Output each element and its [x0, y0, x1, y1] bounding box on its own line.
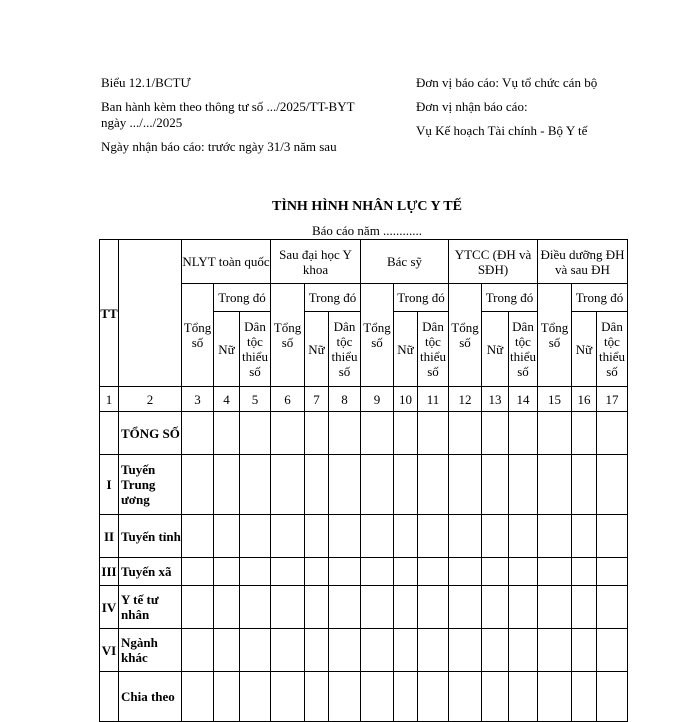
data-cell[interactable] — [538, 515, 572, 558]
receive-date: Ngày nhận báo cáo: trước ngày 31/3 năm sau — [101, 139, 337, 154]
col-female: Nữ — [214, 312, 240, 387]
data-cell[interactable] — [482, 558, 509, 586]
data-cell[interactable] — [538, 412, 572, 455]
label-header — [119, 240, 182, 387]
table-row — [100, 558, 628, 586]
row-label: Tuyến Trung ương — [119, 455, 182, 515]
data-cell[interactable] — [214, 455, 240, 515]
data-cell[interactable] — [361, 412, 394, 455]
data-cell[interactable] — [482, 629, 509, 672]
row-index — [100, 672, 119, 722]
data-cell[interactable] — [240, 412, 271, 455]
data-cell[interactable] — [214, 515, 240, 558]
data-cell[interactable] — [449, 455, 482, 515]
data-cell[interactable] — [240, 515, 271, 558]
data-cell[interactable] — [538, 586, 572, 629]
data-cell[interactable] — [240, 629, 271, 672]
row-index: II — [100, 515, 119, 558]
data-cell[interactable] — [509, 629, 538, 672]
data-cell[interactable] — [305, 672, 329, 722]
col-ethnic-minority: Dân tộc thiểu số — [597, 312, 628, 387]
data-cell[interactable] — [597, 455, 628, 515]
data-cell[interactable] — [597, 558, 628, 586]
data-cell[interactable] — [538, 629, 572, 672]
column-number: 4 — [214, 387, 240, 412]
data-cell[interactable] — [182, 558, 214, 586]
data-cell[interactable] — [572, 586, 597, 629]
data-cell[interactable] — [597, 412, 628, 455]
receiving-unit: Vụ Kế hoạch Tài chính - Bộ Y tế — [416, 123, 588, 138]
data-cell[interactable] — [305, 586, 329, 629]
data-cell[interactable] — [572, 455, 597, 515]
data-cell[interactable] — [305, 412, 329, 455]
col-total: Tổng số — [449, 284, 482, 387]
data-cell[interactable] — [271, 586, 305, 629]
data-cell[interactable] — [418, 629, 449, 672]
data-cell[interactable] — [214, 558, 240, 586]
data-cell[interactable] — [361, 455, 394, 515]
data-cell[interactable] — [214, 586, 240, 629]
data-cell[interactable] — [509, 412, 538, 455]
group-header: Bác sỹ — [361, 240, 449, 284]
data-cell[interactable] — [394, 515, 418, 558]
data-cell[interactable] — [394, 672, 418, 722]
data-cell[interactable] — [305, 558, 329, 586]
column-number: 7 — [305, 387, 329, 412]
data-cell[interactable] — [572, 412, 597, 455]
data-cell[interactable] — [572, 558, 597, 586]
data-cell[interactable] — [305, 629, 329, 672]
data-cell[interactable] — [329, 558, 361, 586]
data-cell[interactable] — [418, 412, 449, 455]
data-cell[interactable] — [449, 558, 482, 586]
sub-header-trong-do: Trong đó — [482, 284, 538, 312]
col-female: Nữ — [572, 312, 597, 387]
data-cell[interactable] — [305, 515, 329, 558]
column-number: 2 — [119, 387, 182, 412]
table-row — [100, 455, 628, 515]
data-cell[interactable] — [509, 586, 538, 629]
data-cell[interactable] — [271, 629, 305, 672]
column-number-row — [100, 387, 628, 412]
data-cell[interactable] — [449, 672, 482, 722]
column-number: 5 — [240, 387, 271, 412]
col-ethnic-minority: Dân tộc thiểu số — [240, 312, 271, 387]
sub-header-trong-do: Trong đó — [572, 284, 628, 312]
data-cell[interactable] — [449, 629, 482, 672]
data-cell[interactable] — [597, 672, 628, 722]
data-cell[interactable] — [572, 515, 597, 558]
column-number: 10 — [394, 387, 418, 412]
table-row — [100, 672, 628, 722]
data-cell[interactable] — [418, 558, 449, 586]
data-cell[interactable] — [538, 672, 572, 722]
row-label: Y tế tư nhân — [119, 586, 182, 629]
table-row — [100, 412, 628, 455]
data-cell[interactable] — [182, 515, 214, 558]
data-cell[interactable] — [240, 455, 271, 515]
row-label: Chia theo — [119, 672, 182, 722]
data-cell[interactable] — [271, 412, 305, 455]
data-cell[interactable] — [305, 455, 329, 515]
data-cell[interactable] — [418, 672, 449, 722]
form-code: Biểu 12.1/BCTƯ — [101, 75, 191, 90]
data-cell[interactable] — [449, 586, 482, 629]
column-number: 1 — [100, 387, 119, 412]
reporting-unit: Đơn vị báo cáo: Vụ tổ chức cán bộ — [416, 75, 598, 90]
data-cell[interactable] — [361, 672, 394, 722]
data-cell[interactable] — [361, 515, 394, 558]
row-index: IV — [100, 586, 119, 629]
row-index: III — [100, 558, 119, 586]
data-cell[interactable] — [182, 412, 214, 455]
row-label: Tuyến tỉnh — [119, 515, 182, 558]
data-cell[interactable] — [329, 455, 361, 515]
receiving-unit-label: Đơn vị nhận báo cáo: — [416, 99, 528, 114]
data-cell[interactable] — [271, 455, 305, 515]
data-cell[interactable] — [418, 455, 449, 515]
column-number: 15 — [538, 387, 572, 412]
row-label: Ngành khác — [119, 629, 182, 672]
data-cell[interactable] — [240, 672, 271, 722]
workforce-table — [99, 239, 628, 722]
column-number: 17 — [597, 387, 628, 412]
data-cell[interactable] — [394, 412, 418, 455]
data-cell[interactable] — [509, 558, 538, 586]
report-subtitle: Báo cáo năm ............ — [311, 223, 423, 238]
column-number: 3 — [182, 387, 214, 412]
data-cell[interactable] — [271, 515, 305, 558]
group-header: NLYT toàn quốc — [182, 240, 271, 284]
data-cell[interactable] — [538, 558, 572, 586]
data-cell[interactable] — [597, 629, 628, 672]
data-cell[interactable] — [240, 558, 271, 586]
table-row — [100, 586, 628, 629]
data-cell[interactable] — [449, 515, 482, 558]
data-cell[interactable] — [449, 412, 482, 455]
data-cell[interactable] — [538, 455, 572, 515]
data-cell[interactable] — [394, 629, 418, 672]
table-row — [100, 629, 628, 672]
column-number: 13 — [482, 387, 509, 412]
data-cell[interactable] — [182, 672, 214, 722]
issued-by-line: Ban hành kèm theo thông tư số .../2025/TT-BYT — [101, 99, 355, 114]
data-cell[interactable] — [329, 672, 361, 722]
data-cell[interactable] — [182, 455, 214, 515]
group-header: YTCC (ĐH và SĐH) — [449, 240, 538, 284]
data-cell[interactable] — [482, 586, 509, 629]
col-ethnic-minority: Dân tộc thiểu số — [418, 312, 449, 387]
data-cell[interactable] — [394, 455, 418, 515]
data-cell[interactable] — [482, 672, 509, 722]
col-total: Tổng số — [182, 284, 214, 387]
row-index — [100, 412, 119, 455]
data-cell[interactable] — [418, 586, 449, 629]
col-total: Tổng số — [361, 284, 394, 387]
col-female: Nữ — [394, 312, 418, 387]
row-label: Tuyến xã — [119, 558, 182, 586]
column-number: 12 — [449, 387, 482, 412]
col-ethnic-minority: Dân tộc thiểu số — [329, 312, 361, 387]
sub-header-trong-do: Trong đó — [305, 284, 361, 312]
data-cell[interactable] — [361, 586, 394, 629]
data-cell[interactable] — [509, 455, 538, 515]
header-left — [101, 75, 411, 155]
column-number: 11 — [418, 387, 449, 412]
row-index: VI — [100, 629, 119, 672]
sub-header-trong-do: Trong đó — [214, 284, 271, 312]
table-row — [100, 515, 628, 558]
data-cell[interactable] — [597, 515, 628, 558]
col-total: Tổng số — [271, 284, 305, 387]
data-cell[interactable] — [572, 672, 597, 722]
issued-date-line: ngày .../.../2025 — [101, 115, 183, 130]
col-female: Nữ — [482, 312, 509, 387]
data-cell[interactable] — [329, 412, 361, 455]
data-cell[interactable] — [482, 515, 509, 558]
column-number: 16 — [572, 387, 597, 412]
data-cell[interactable] — [509, 515, 538, 558]
data-cell[interactable] — [214, 672, 240, 722]
data-cell[interactable] — [182, 629, 214, 672]
row-index: I — [100, 455, 119, 515]
data-cell[interactable] — [482, 412, 509, 455]
row-label: TỔNG SỐ — [119, 412, 182, 455]
data-cell[interactable] — [394, 558, 418, 586]
header-right — [416, 75, 686, 139]
data-cell[interactable] — [509, 672, 538, 722]
column-number: 8 — [329, 387, 361, 412]
data-cell[interactable] — [329, 629, 361, 672]
data-cell[interactable] — [329, 586, 361, 629]
report-title: TÌNH HÌNH NHÂN LỰC Y TẾ — [272, 199, 462, 214]
group-header: Điều dưỡng ĐH và sau ĐH — [538, 240, 628, 284]
data-cell[interactable] — [572, 629, 597, 672]
group-header: Sau đại học Y khoa — [271, 240, 361, 284]
data-cell[interactable] — [214, 629, 240, 672]
column-number: 6 — [271, 387, 305, 412]
data-cell[interactable] — [182, 586, 214, 629]
column-number: 14 — [509, 387, 538, 412]
sub-header-trong-do: Trong đó — [394, 284, 449, 312]
data-cell[interactable] — [597, 586, 628, 629]
col-ethnic-minority: Dân tộc thiểu số — [509, 312, 538, 387]
data-cell[interactable] — [214, 412, 240, 455]
data-cell[interactable] — [240, 586, 271, 629]
tt-header: TT — [100, 240, 119, 387]
col-female: Nữ — [305, 312, 329, 387]
data-cell[interactable] — [482, 455, 509, 515]
data-cell[interactable] — [329, 515, 361, 558]
data-cell[interactable] — [394, 586, 418, 629]
col-total: Tổng số — [538, 284, 572, 387]
data-cell[interactable] — [418, 515, 449, 558]
data-cell[interactable] — [271, 672, 305, 722]
data-cell[interactable] — [361, 558, 394, 586]
column-number: 9 — [361, 387, 394, 412]
data-cell[interactable] — [271, 558, 305, 586]
data-cell[interactable] — [361, 629, 394, 672]
